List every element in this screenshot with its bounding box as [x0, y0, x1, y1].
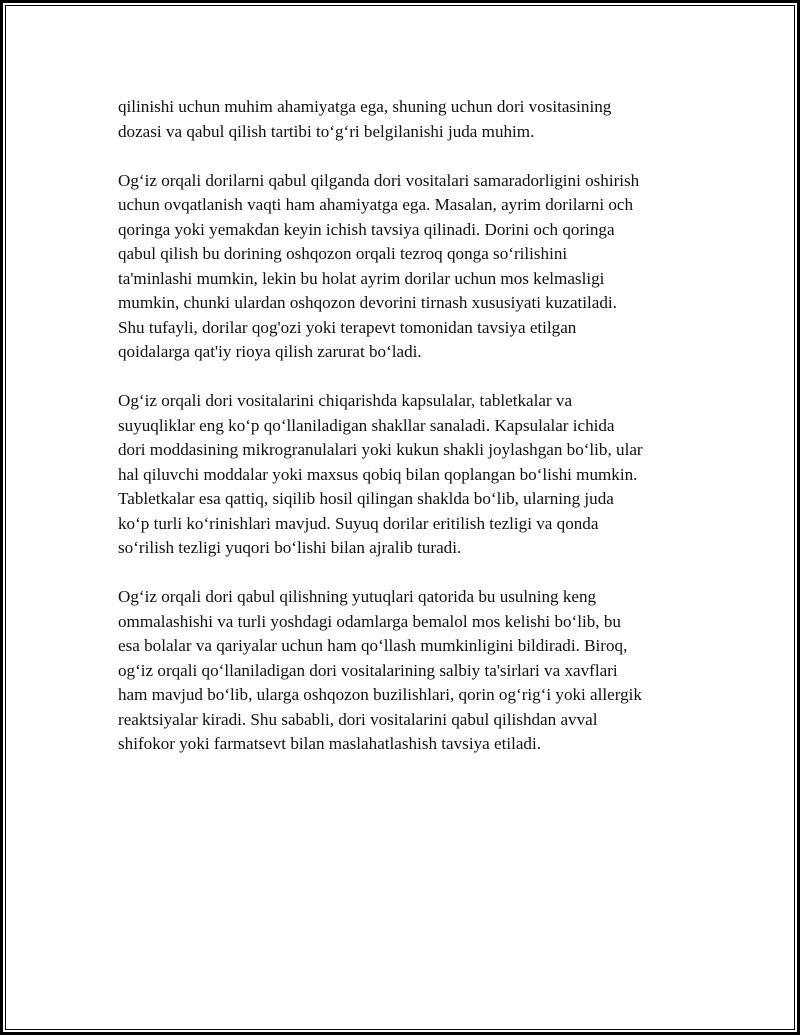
paragraph-3: Og‘iz orqali dori vositalarini chiqarishda kapsulalar, tabletkalar va suyuqliklar eng ko‘p qo‘llaniladigan shakllar sanaladi. Kapsulalar ichida dori moddasining mikrogranulalari yoki kukun shakli joylashgan bo‘lib, ular hal qiluvchi moddalar yoki maxsus qobiq bilan qoplangan bo‘lishi mumkin. Tabletkalar esa qattiq, siqilib hosil qilingan shaklda bo‘lib, ularning juda ko‘p turli ko‘rinishlari mavjud. Suyuq dorilar eritilish tezligi va qonda so‘rilish tezligi yuqori bo‘lishi bilan ajralib turadi. — [118, 391, 643, 557]
paragraph-4: Og‘iz orqali dori qabul qilishning yutuqlari qatorida bu usulning keng ommalashishi va turli yoshdagi odamlarga bemalol mos kelishi bo‘lib, bu esa bolalar va qariyalar uchun ham qo‘llash mumkinligini bildiradi. Biroq, og‘iz orqali qo‘llaniladigan dori vositalarining salbiy ta'sirlari va xavflari ham mavjud bo‘lib, ularga oshqozon buzilishlari, qorin og‘rig‘i yoki allergik reaktsiyalar kiradi. Shu sababli, dori vositalarini qabul qilishdan avval shifokor yoki farmatsevt bilan maslahatlashish tavsiya etiladi. — [118, 587, 642, 753]
paragraph-1: qilinishi uchun muhim ahamiyatga ega, shuning uchun dori vositasining dozasi va qabul qilish tartibi to‘g‘ri belgilanishi juda muhim. — [118, 97, 612, 141]
paragraph-2: Og‘iz orqali dorilarni qabul qilganda dori vositalari samaradorligini oshirish uchun ovqatlanish vaqti ham ahamiyatga ega. Masalan, ayrim dorilarni och qoringa yoki yemakdan keyin ichish tavsiya qilinadi. Dorini och qoringa qabul qilish bu dorining oshqozon orqali tezroq qonga so‘rilishini ta'minlashi mumkin, lekin bu holat ayrim dorilar uchun mos kelmasligi mumkin, chunki ulardan oshqozon devorini tirnash xususiyati kuzatiladi. Shu tufayli, dorilar qog'ozi yoki terapevt tomonidan tavsiya etilgan qoidalarga qat'iy rioya qilish zarurat bo‘ladi. — [118, 170, 640, 361]
document-body — [118, 95, 696, 781]
